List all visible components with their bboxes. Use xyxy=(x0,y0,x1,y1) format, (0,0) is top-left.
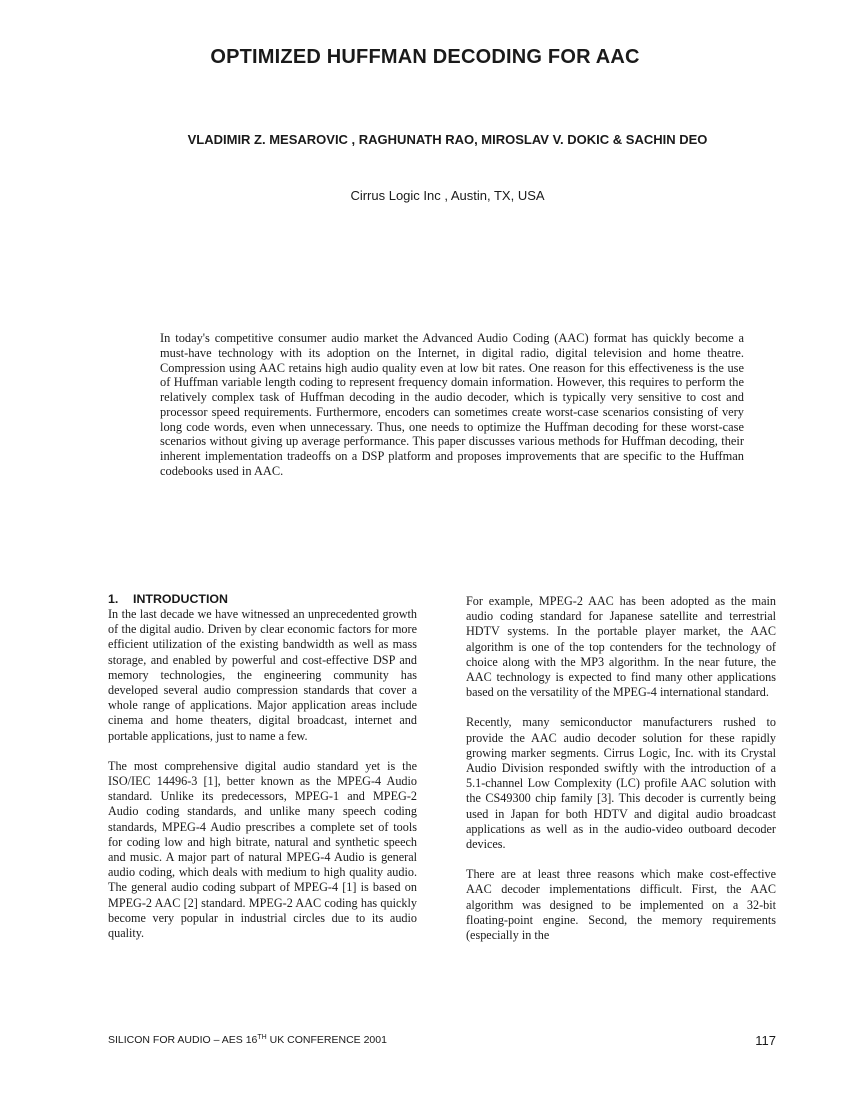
paragraph: There are at least three reasons which make cost-effective AAC decoder implementations difficult. First, the AAC algorithm was designed to be implemented on a 32-bit floating-point engine. Second, the memory requirements (especially in the xyxy=(466,867,776,943)
paragraph: For example, MPEG-2 AAC has been adopted as the main audio coding standard for Japanese satellite and terrestrial HDTV systems. In the portable player market, the AAC algorithm is one of the top contenders for the technology of choice along with the MP3 algorithm. In the near future, the AAC technology is expected to find many other applications based on the versatility of the MPEG-4 international standard. xyxy=(466,594,776,700)
page-number: 117 xyxy=(755,1033,776,1048)
author-list: VLADIMIR Z. MESAROVIC , RAGHUNATH RAO, MIROSLAV V. DOKIC & SACHIN DEO xyxy=(187,132,708,147)
section-heading-introduction xyxy=(108,592,417,607)
conference-year: UK CONFERENCE 2001 xyxy=(266,1034,387,1046)
section-title: INTRODUCTION xyxy=(133,592,228,606)
paragraph: Recently, many semiconductor manufacturers rushed to provide the AAC audio decoder solution for these rapidly growing marker segments. Cirrus Logic, Inc. with its Crystal Audio Division responded swiftly with the introduction of a 5.1-channel Low Complexity (LC) profile AAC solution with the CS49300 chip family [3]. This decoder is currently being used in Japan for both HDTV and digital audio broadcast applications as well as in the audio-video outboard decoder devices. xyxy=(466,715,776,852)
affiliation: Cirrus Logic Inc , Austin, TX, USA xyxy=(350,188,545,203)
ordinal-suffix: TH xyxy=(257,1034,267,1041)
section-number: 1. xyxy=(108,592,119,606)
paper-title: OPTIMIZED HUFFMAN DECODING FOR AAC xyxy=(210,46,640,68)
paragraph: The most comprehensive digital audio standard yet is the ISO/IEC 14496-3 [1], better known as the MPEG-4 Audio standard. Unlike its predecessors, MPEG-1 and MPEG-2 Audio coding standards, and unlike many speech coding standards, MPEG-4 Audio prescribes a complete set of tools for coding low and high bitrate, natural and synthetic speech and music. A major part of natural MPEG-4 Audio is general audio coding, which deals with medium to high quality audio. The general audio coding subpart of MPEG-4 [1] is based on MPEG-2 AAC [2] standard. MPEG-2 AAC coding has quickly become very popular in industrial circles due to its audio quality. xyxy=(108,758,417,941)
paragraph: In the last decade we have witnessed an unprecedented growth of the digital audio. Driven by clear economic factors for more efficient utilization of the existing bandwidth as well as mass storage, and enabled by powerful and cost-effective DSP and memory technologies, the engineering community has developed several audio compression standards that cover a whole range of applications. Major application areas include cinema and home theaters, digital broadcast, internet and portable applications, just to name a few. xyxy=(108,607,417,743)
right-column xyxy=(466,594,776,958)
conference-name: SILICON FOR AUDIO – AES 16 xyxy=(108,1034,258,1046)
left-column xyxy=(108,592,417,956)
conference-footer xyxy=(108,1034,387,1046)
abstract: In today's competitive consumer audio market the Advanced Audio Coding (AAC) format has quickly become a must-have technology with its adoption on the Internet, in digital radio, digital television and home theatre. Compression using AAC retains high audio quality even at low bit rates. One reason for this effectiveness is the use of Huffman variable length coding to represent frequency domain information. However, this requires to perform the relatively complex task of Huffman decoding in the audio decoder, which is typically very sensitive to cost and processor speed requirements. Furthermore, encoders can sometimes create worst-case scenarios consisting of very long code words, even when unnecessary. Thus, one needs to optimize the Huffman decoding for these worst-case scenarios without giving up average performance. This paper discusses various methods for Huffman decoding, their inherent implementation tradeoffs on a DSP platform and proposes improvements that are specific to the Huffman codebooks used in AAC. xyxy=(160,331,744,478)
